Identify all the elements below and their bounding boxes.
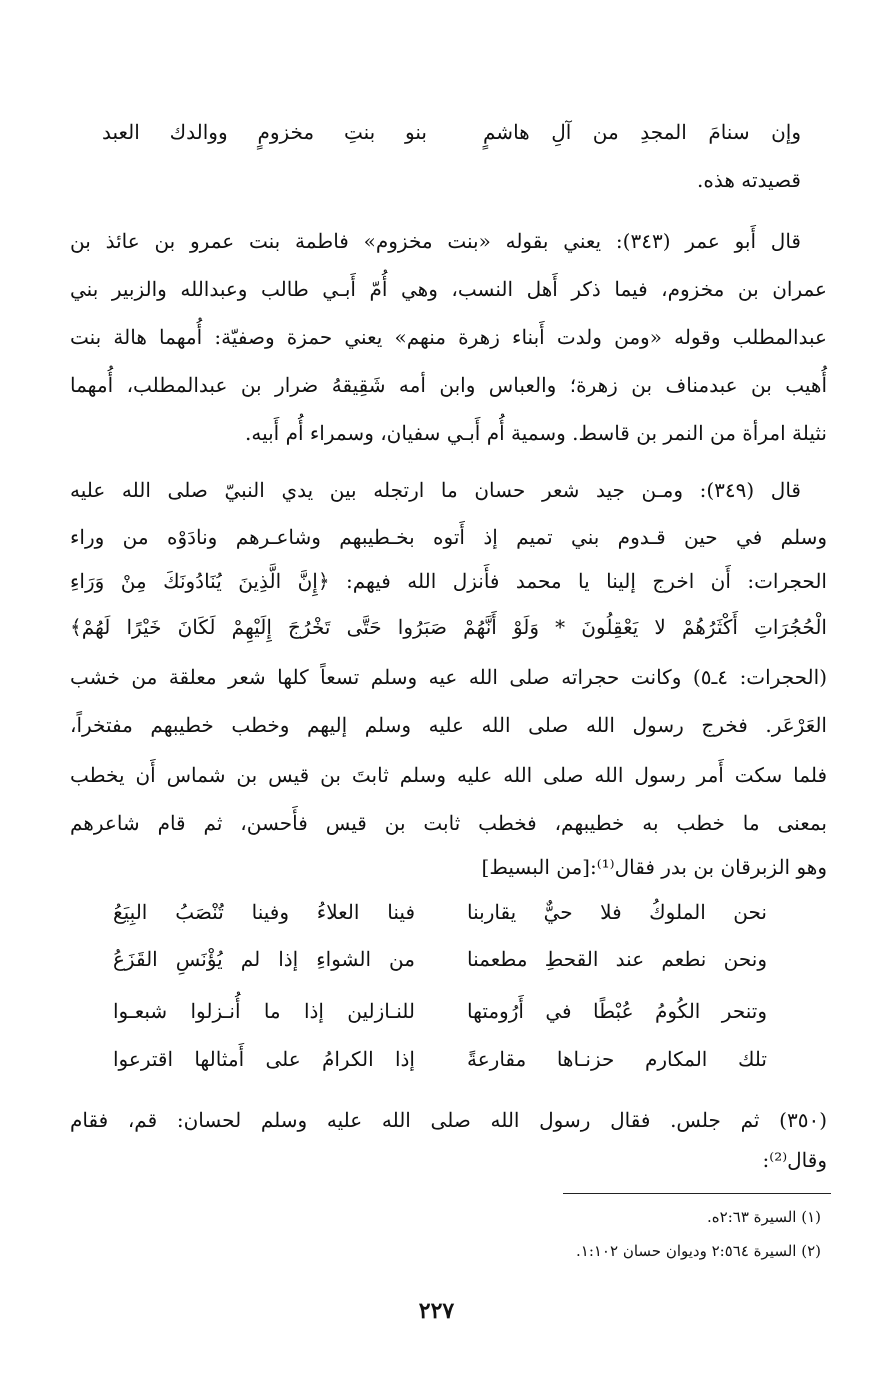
- poem-verse-1-first-hemistich: نحن الملوكُ فلا حيٌّ يقاربنا: [467, 900, 767, 924]
- poem-verse-2-first-hemistich: ونحن نطعم عند القحطِ مطعمنا: [467, 947, 767, 971]
- footnote-separator: [563, 1193, 831, 1194]
- poem-verse-1-second-hemistich: فينا العلاءُ وفينا تُنْصَبُ البِيَعُ: [113, 900, 415, 924]
- para1-line-4: أُهيب بن عبدمناف بن زهرة؛ والعباس وابن أمه شَقِيقهُ ضرار بن عبدالمطلب، أُمهما: [70, 373, 827, 397]
- poem-verse-4-first-hemistich: تلك المكارم حزنـاها مقارعةً: [467, 1047, 767, 1071]
- opening-caption: قصيدته هذه.: [697, 168, 801, 192]
- para1-line-2: عمران بن مخزوم، فيما ذكر أَهل النسب، وهي أُمّ أَبـي طالب وعبدالله والزبير بني: [70, 277, 827, 301]
- para2-line-5: (الحجرات: ٤ـ٥) وكانت حجراته صلى الله عيه وسلم تسعاً كلها شعر معلقة من خشب: [70, 665, 828, 689]
- para1-line-1: قال أَبو عمر (٣٤٣): يعني بقوله «بنت مخزوم» فاطمة بنت عمرو بن عائذ بن: [70, 229, 801, 253]
- opening-verse-second-hemistich: بنو بنتِ مخزومٍ ووالدك العبد: [102, 120, 427, 144]
- para2-line-9: وهو الزبرقان بن بدر فقال⁽¹⁾:[من البسيط]: [481, 855, 827, 879]
- para2-line-1: قال (٣٤٩): ومـن جيد شعر حسان ما ارتجله بين يدي النبيّ صلى الله عليه: [70, 478, 801, 502]
- para1-line-3: عبدالمطلب وقوله «ومن ولدت أَبناء زهرة منهم» يعني حمزة وصفيّة: أُمهما هالة بنت: [70, 325, 827, 349]
- page-number: ٢٢٧: [418, 1298, 455, 1324]
- poem-verse-4-second-hemistich: إذا الكرامُ على أَمثالها اقترعوا: [113, 1047, 415, 1071]
- footnote-1: (١) السيرة ٢:٦٣ه.: [707, 1208, 821, 1226]
- para3-line-1: (٣٥٠) ثم جلس. فقال رسول الله صلى الله عليه وسلم لحسان: قم، فقام: [70, 1108, 827, 1132]
- para2-line-3: الحجرات: أَن اخرج إلينا يا محمد فأَنزل الله فيهم: ﴿إِنَّ الَّذِينَ يُنَادُونَكَ مِنْ وَرَاءِ: [70, 569, 827, 593]
- para2-line-2: وسلم في حين قـدوم بني تميم إذ أَتوه بخـطيبهم وشاعـرهم ونادَوْه من وراء: [70, 525, 827, 549]
- poem-verse-3-second-hemistich: للنـازلين إذا ما أُنـزلوا شبعـوا: [113, 999, 415, 1023]
- poem-verse-3-first-hemistich: وتنحر الكُومُ عُبْطًا في أَرُومتها: [467, 999, 767, 1023]
- para2-line-8: بمعنى ما خطب به خطيبهم، فخطب ثابت بن قيس فأَحسن، ثم قام شاعرهم: [70, 811, 827, 835]
- opening-verse-first-hemistich: وإن سنامَ المجدِ من آلِ هاشمٍ: [483, 120, 801, 144]
- para1-line-5: نثيلة امرأة من النمر بن قاسط. وسمية أُم أَبـي سفيان، وسمراء أُم أَبيه.: [244, 421, 827, 445]
- para2-line-6: العَرْعَر. فخرج رسول الله صلى الله عليه وسلم إليهم وخطب خطيبهم مفتخراً،: [70, 713, 827, 737]
- para2-line-7: فلما سكت أَمر رسول الله صلى الله عليه وسلم ثابتَ بن قيس بن شماس أَن يخطب: [70, 763, 827, 787]
- para3-line-2: وقال⁽²⁾:: [762, 1148, 827, 1172]
- para2-line-4-quran: الْحُجُرَاتِ أَكْثَرُهُمْ لا يَعْقِلُونَ * وَلَوْ أَنَّهُمْ صَبَرُوا حَتَّى تَخْرُجَ إِلَيْهِمْ لَكَانَ خَيْرًا لَهُمْ﴾: [70, 615, 827, 639]
- footnote-2: (٢) السيرة ٢:٥٦٤ وديوان حسان ١:١٠٢.: [575, 1242, 821, 1260]
- poem-verse-2-second-hemistich: من الشواءِ إذا لم يُؤْنَسِ القَزَعُ: [113, 947, 415, 971]
